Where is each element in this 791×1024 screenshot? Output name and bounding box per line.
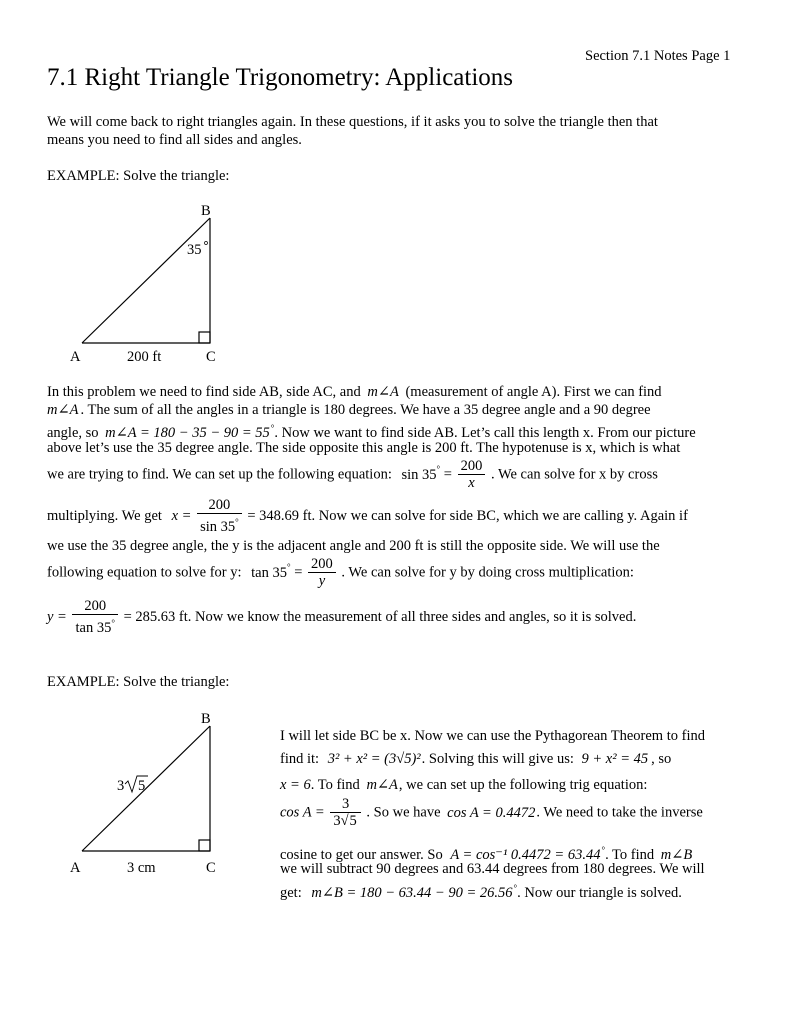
example-1-heading: EXAMPLE: Solve the triangle: (47, 168, 230, 184)
fraction-200-over-sin35: $\frac{200}{\sin 35^\circ}$ (197, 497, 242, 535)
triangle-2-label-a: A (70, 860, 81, 876)
fraction-200-over-tan35: $\frac{200}{\tan 35^\circ}$ (72, 598, 117, 636)
ex1-line-4: above let’s use the 35 degree angle. The side opposite this angle is 200 ft. The hypotenuse is x, which is what (47, 440, 681, 456)
math-mA: m∠A (366, 777, 398, 793)
ex2-line-4: cos A = $\frac{3}{3√5}$ . So we have cos A = 0.4472. We need to take the inverse (280, 796, 703, 829)
intro-line-1: We will come back to right triangles again. In these questions, if it asks you to solve the triangle then that (47, 114, 658, 130)
ex1-line-1: In this problem we need to find side AB, side AC, and m∠A (measurement of angle A). First we can find (47, 384, 662, 400)
math-cosA-value: cos A = 0.4472 (447, 804, 536, 821)
triangle-2-base-label: 3 cm (127, 860, 156, 876)
math-tan35: tan 35 (251, 564, 287, 581)
triangle-2-label-b: B (201, 711, 211, 727)
math-pythagorean: 3² + x² = (3√5)² (327, 751, 421, 767)
triangle-1-diagram (60, 198, 230, 370)
fraction-200-over-x: $\frac{200}{x}$ (458, 458, 486, 491)
math-angle-b: m∠B = 180 − 63.44 − 90 = 26.56 (311, 885, 513, 901)
ex2-line-2: find it: 3² + x² = (3√5)². Solving this will give us: 9 + x² = 45 , so (280, 751, 672, 767)
ex2-line-3: x = 6. To find m∠A, we can set up the following trig equation: (280, 777, 648, 793)
triangle-2-hyp-coef: 3 (117, 778, 125, 794)
triangle-1-label-a: A (70, 349, 81, 365)
triangle-1-angle-label: 35 (187, 242, 202, 258)
math-nine-plus-x2: 9 + x² = 45 (581, 751, 649, 767)
ex2-line-6: we will subtract 90 degrees and 63.44 degrees from 180 degrees. We will (280, 861, 705, 877)
ex1-line-6: multiplying. We get x = $\frac{200}{\sin 35^\circ}$ = 348.69 ft. Now we can solve for side BC, which we are calling y. Again if (47, 497, 688, 535)
ex1-line-5: we are trying to find. We can set up the following equation: sin 35° = $\frac{200}{x}$ . We can solve for x by cross (47, 458, 658, 491)
ex2-line-1: I will let side BC be x. Now we can use the Pythagorean Theorem to find (280, 728, 705, 744)
triangle-1-base-label: 200 ft (127, 349, 162, 365)
math-inverse-cosine: A = cos⁻¹ 0.4472 = 63.44 (450, 847, 601, 863)
page-title: 7.1 Right Triangle Trigonometry: Applications (47, 64, 514, 91)
triangle-1-label-c: C (206, 349, 216, 365)
ex1-line-3: angle, so m∠A = 180 − 35 − 90 = 55°. Now we want to find side AB. Let’s call this length x. From our picture (47, 423, 696, 441)
math-x-equals-6: x = 6 (280, 777, 311, 793)
ex1-line-2: m∠A . The sum of all the angles in a triangle is 180 degrees. We have a 35 degree angle and a 90 degree (47, 402, 651, 418)
example-2-heading: EXAMPLE: Solve the triangle: (47, 674, 230, 690)
ex1-line-8: following equation to solve for y: tan 35° = $\frac{200}{y}$ . We can solve for y by doing cross multiplication: (47, 556, 634, 589)
triangle-1-label-b: B (201, 203, 211, 219)
math-mB: m∠B (660, 847, 693, 863)
intro-line-2: means you need to find all sides and angles. (47, 132, 302, 148)
math-mA: m∠A (367, 384, 399, 400)
fraction-200-over-y: $\frac{200}{y}$ (308, 556, 336, 589)
math-sin35: sin 35 (401, 466, 437, 483)
ex2-line-7: get: m∠B = 180 − 63.44 − 90 = 26.56°. Now our triangle is solved. (280, 883, 682, 901)
degree-mark (205, 242, 208, 245)
page-header: Section 7.1 Notes Page 1 (585, 48, 731, 64)
triangle-2-diagram (60, 706, 230, 878)
math-angle-sum: m∠A = 180 − 35 − 90 = 55 (105, 425, 270, 441)
triangle-2-hyp-rad: 5 (138, 778, 146, 794)
math-mA: m∠A (47, 402, 79, 418)
triangle-2-label-c: C (206, 860, 216, 876)
fraction-3-over-3root5: $\frac{3}{3√5}$ (330, 796, 360, 829)
ex1-line-7: we use the 35 degree angle, the y is the adjacent angle and 200 ft is still the opposite side. We will use the (47, 538, 660, 554)
ex2-line-5: cosine to get our answer. So A = cos⁻¹ 0.4472 = 63.44°. To find m∠B (280, 845, 693, 863)
ex1-line-9: y = $\frac{200}{\tan 35^\circ}$ = 285.63 ft. Now we know the measurement of all three sides and angles, so it is solved. (47, 598, 637, 636)
